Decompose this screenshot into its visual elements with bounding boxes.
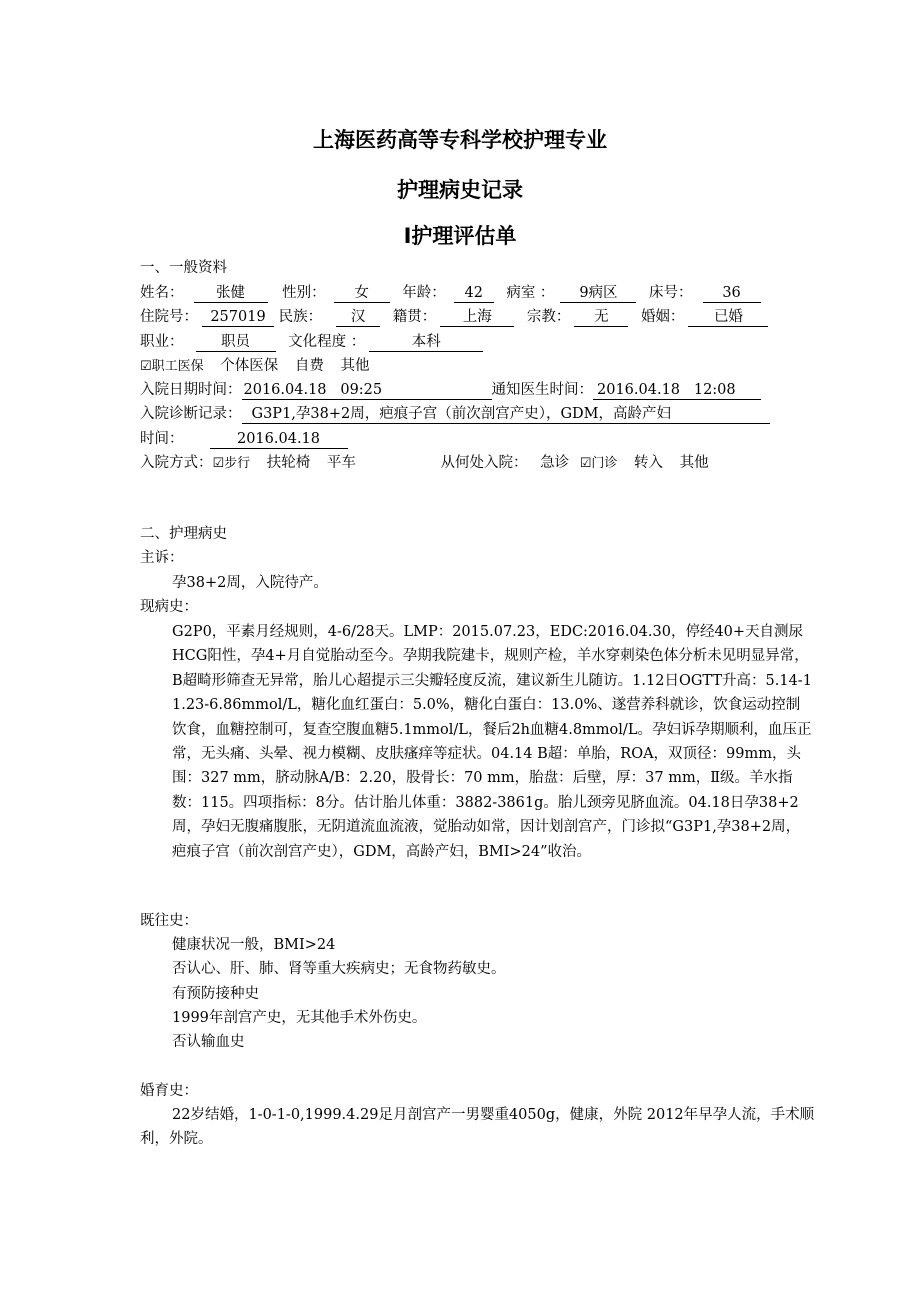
ward-value: 9病区 — [560, 284, 636, 303]
diagnosis-value: G3P1,孕38+2周，疤痕子宫（前次剖宫产史），GDM，高龄产妇 — [242, 405, 770, 424]
name-value: 张健 — [194, 284, 268, 303]
age-value: 42 — [454, 284, 494, 303]
row-insurance — [140, 355, 369, 378]
ethnic-value: 汉 — [336, 308, 380, 327]
mode-option-stretcher[interactable]: 平车 — [326, 455, 356, 471]
from-option-other[interactable]: 其他 — [679, 455, 709, 471]
religion-value: 无 — [574, 308, 628, 327]
time-value: 2016.04.18 — [210, 430, 348, 449]
complaint-label: 主诉： — [140, 550, 184, 566]
row-name: 姓名： 张健 性别： 女 年龄： 42 病室 ： 9病区 床号： 36 — [140, 282, 761, 304]
mode-option-walk[interactable]: ☑步行 — [212, 456, 251, 471]
row-job: 职业： 职员 文化程度 ： 本科 — [140, 331, 483, 353]
insurance-option-individual[interactable]: 个体医保 — [220, 358, 279, 374]
past-history-item: 健康状况一般，BMI>24 — [172, 937, 336, 953]
mode-option-wheelchair[interactable]: 扶轮椅 — [266, 455, 311, 471]
school-title: 上海医药高等专科学校护理专业 — [313, 128, 607, 152]
row-admit-mode: 入院方式：☑步行 扶轮椅 平车 从何处入院： 急诊 ☑门诊 转入 其他 — [140, 455, 709, 471]
marriage-history-label: 婚育史： — [140, 1083, 198, 1099]
record-title: 护理病史记录 — [397, 178, 523, 202]
form-title: Ⅰ护理评估单 — [403, 224, 517, 248]
present-illness-label: 现病史： — [140, 599, 198, 615]
from-option-emergency[interactable]: 急诊 — [540, 455, 570, 471]
native-value: 上海 — [440, 308, 514, 327]
from-option-transfer[interactable]: 转入 — [633, 455, 663, 471]
complaint-text: 孕38+2周，入院待产。 — [172, 575, 328, 591]
from-option-clinic[interactable]: ☑门诊 — [579, 456, 618, 471]
job-value: 职员 — [196, 333, 276, 352]
row-diagnosis: 入院诊断记录： G3P1,孕38+2周，疤痕子宫（前次剖宫产史），GDM，高龄产妇 — [140, 403, 770, 425]
notify-time-value: 2016.04.18 12:08 — [593, 381, 761, 400]
past-history-item: 1999年剖宫产史，无其他手术外伤史。 — [172, 1010, 427, 1026]
marriage-history-text: 22岁结婚，1-0-1-0,1999.4.29足月剖宫产一男婴重4050g，健康，外院 2012年早孕人流，手术顺利，外院。 — [140, 1107, 815, 1148]
edu-value: 本科 — [369, 333, 483, 352]
present-illness-text: G2P0，平素月经规则，4-6/28天。LMP：2015.07.23，EDC:2016.04.30，停经40+天自测尿HCG阳性，孕4+月自觉胎动至今。孕期我院建卡，规则产检，羊水穿刺染色体分析未见明显异常，B超畸形筛查无异常，胎儿心超提示三尖瓣轻度反流，建议新生儿随访。1.12日OGTT升高：5.14-11.23-6.86mmol/L，糖化血红蛋白：5.0%，糖化白蛋白：13.0%、遂营养科就诊，饮食运动控制饮食，血糖控制可，复查空腹血糖5.1mmol/L，餐后2h血糖4.8mmol/L。孕妇诉孕期顺利，血压正常，无头痛、头晕、视力模糊、皮肤瘙痒等症状。04.14 B超：单胎，ROA，双顶径：99mm，头围：327 mm，脐动脉A/B：2.20，股骨长：70 mm，胎盘：后壁，厚：37 mm，Ⅱ级。羊水指数：115。四项指标：8分。估计胎儿体重：3882-3861g。胎儿颈旁见脐血流。04.18日孕38+2周，孕妇无腹痛腹胀，无阴道流血流液，觉胎动如常，因计划剖宫产，门诊拟“G3P1,孕38+2周，疤痕子宫（前次剖宫产史），GDM，高龄产妇，BMI>24”收治。 — [172, 624, 812, 860]
past-history-label: 既往史： — [140, 913, 198, 929]
bed-value: 36 — [703, 284, 761, 303]
insurance-option-employee[interactable]: ☑职工医保 — [140, 359, 204, 374]
insurance-option-self[interactable]: 自费 — [294, 358, 324, 374]
past-history-item: 有预防接种史 — [172, 986, 259, 1002]
insurance-option-other[interactable]: 其他 — [340, 358, 370, 374]
past-history-item: 否认输血史 — [172, 1034, 245, 1050]
marital-value: 已婚 — [688, 308, 768, 327]
row-admit-no: 住院号： 257019 民族： 汉 籍贯： 上海 宗教： 无 婚姻： 已婚 — [140, 306, 768, 328]
row-admit-time: 入院日期时间： 2016.04.18 09:25 通知医生时间： 2016.04.18 12:08 — [140, 379, 761, 401]
gender-value: 女 — [334, 284, 390, 303]
past-history-item: 否认心、肝、肺、肾等重大疾病史；无食物药敏史。 — [172, 961, 506, 977]
section-general-heading: 一、一般资料 — [140, 260, 227, 276]
row-time: 时间： 2016.04.18 — [140, 428, 348, 450]
admit-time-value: 2016.04.18 09:25 — [242, 381, 492, 400]
admit-no-value: 257019 — [202, 308, 274, 327]
section-history-heading: 二、护理病史 — [140, 526, 227, 542]
